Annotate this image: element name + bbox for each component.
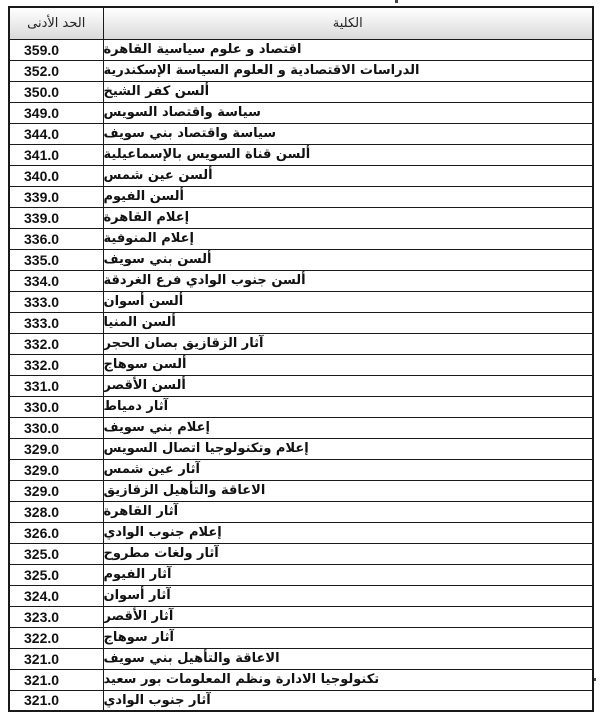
college-name-cell: [103, 228, 593, 249]
college-name: آثار الفيوم: [103, 567, 172, 582]
college-name: ألسن قناة السويس بالإسماعيلية: [103, 147, 311, 162]
college-name-cell: [103, 396, 593, 417]
table-row: [9, 564, 593, 585]
min-score-cell: 326.0: [9, 522, 103, 543]
min-score-cell: 329.0: [9, 459, 103, 480]
min-score-cell: 329.0: [9, 438, 103, 459]
college-name: ألسن بني سويف: [103, 252, 212, 267]
min-score-cell: 332.0: [9, 354, 103, 375]
college-name: سياسة واقتصاد بني سويف: [103, 126, 277, 141]
table-row: [9, 522, 593, 543]
table-row: [9, 417, 593, 438]
min-score-cell: 334.0: [9, 270, 103, 291]
min-score-cell: 322.0: [9, 627, 103, 648]
table-row: [9, 690, 593, 711]
college-name: ألسن المنيا: [103, 315, 176, 330]
college-name: آثار الأقصر: [103, 609, 174, 624]
college-name: إعلام جنوب الوادي: [103, 525, 222, 540]
min-score-cell: 332.0: [9, 333, 103, 354]
table-row: [9, 312, 593, 333]
table-row: [9, 39, 593, 60]
min-score-cell: 340.0: [9, 165, 103, 186]
min-score-cell: 341.0: [9, 144, 103, 165]
college-name: الدراسات الاقتصادية و العلوم السياسة الإسكندرية: [103, 63, 420, 78]
table-row: [9, 81, 593, 102]
min-score-cell: 333.0: [9, 312, 103, 333]
college-name: آثار الزقازيق بصان الحجر: [103, 336, 264, 351]
table-row: [9, 585, 593, 606]
college-name: ألسن سوهاج: [103, 357, 187, 372]
college-name: آثار ولغات مطروح: [103, 546, 219, 561]
table-row: [9, 123, 593, 144]
admission-scores-table: [8, 6, 594, 712]
college-name: ألسن عين شمس: [103, 168, 213, 183]
college-name-cell: [103, 249, 593, 270]
college-name-cell: [103, 438, 593, 459]
table-row: [9, 438, 593, 459]
min-score-cell: 333.0: [9, 291, 103, 312]
min-score-cell: 325.0: [9, 564, 103, 585]
college-name-cell: [103, 102, 593, 123]
college-name: ألسن كفر الشيخ: [103, 84, 210, 99]
college-name-cell: [103, 333, 593, 354]
college-name-cell: [103, 690, 593, 711]
table-row: [9, 396, 593, 417]
table-row: [9, 102, 593, 123]
table-row: [9, 375, 593, 396]
college-name: إعلام بني سويف: [103, 420, 210, 435]
college-name-cell: [103, 459, 593, 480]
college-name-cell: [103, 606, 593, 627]
college-name: الاعاقة والتأهيل بني سويف: [103, 651, 280, 666]
table-row: [9, 459, 593, 480]
header-college: الكلية: [103, 7, 593, 39]
table-row: [9, 165, 593, 186]
college-name-cell: [103, 354, 593, 375]
college-name: تكنولوجيا الادارة ونظم المعلومات بور سعيد: [103, 672, 380, 687]
college-name-cell: [103, 522, 593, 543]
table-row: [9, 480, 593, 501]
college-name-cell: [103, 39, 593, 60]
college-name: آثار دمياط: [103, 399, 169, 414]
min-score-cell: 325.0: [9, 543, 103, 564]
table-row: [9, 144, 593, 165]
college-name: سياسة واقتصاد السويس: [103, 105, 261, 120]
table-row: [9, 186, 593, 207]
min-score-cell: 321.0: [9, 669, 103, 690]
min-score-cell: 344.0: [9, 123, 103, 144]
college-name-cell: [103, 291, 593, 312]
min-score-cell: 335.0: [9, 249, 103, 270]
table-row: [9, 60, 593, 81]
min-score-cell: 330.0: [9, 417, 103, 438]
college-name: آثار القاهرة: [103, 504, 179, 519]
college-name: آثار جنوب الوادي: [103, 692, 211, 708]
college-name: آثار سوهاج: [103, 630, 174, 645]
table-row: [9, 207, 593, 228]
min-score-cell: 323.0: [9, 606, 103, 627]
college-name-cell: [103, 186, 593, 207]
min-score-cell: 329.0: [9, 480, 103, 501]
scan-mark: [395, 0, 398, 3]
table-row: [9, 228, 593, 249]
college-name-cell: [103, 543, 593, 564]
college-name-cell: [103, 270, 593, 291]
college-name: اقتصاد و علوم سياسية القاهرة: [103, 42, 302, 57]
min-score-cell: 321.0: [9, 690, 103, 711]
college-name: آثار أسوان: [103, 588, 171, 603]
table-row: [9, 543, 593, 564]
college-name: إعلام القاهرة: [103, 210, 190, 225]
min-score-cell: 321.0: [9, 648, 103, 669]
table-row: [9, 249, 593, 270]
min-score-cell: 328.0: [9, 501, 103, 522]
college-name-cell: [103, 480, 593, 501]
min-score-cell: 359.0: [9, 39, 103, 60]
min-score-cell: 349.0: [9, 102, 103, 123]
min-score-cell: 324.0: [9, 585, 103, 606]
college-name: الاعاقة والتأهيل الزقازيق: [103, 483, 266, 498]
college-name-cell: [103, 165, 593, 186]
min-score-cell: 336.0: [9, 228, 103, 249]
header-min-score: الحد الأدنى: [9, 7, 103, 39]
college-name-cell: [103, 60, 593, 81]
college-name-cell: [103, 312, 593, 333]
college-name-cell: [103, 585, 593, 606]
college-name-cell: [103, 648, 593, 669]
table-row: [9, 648, 593, 669]
table-row: [9, 501, 593, 522]
table-row: [9, 606, 593, 627]
table-row: [9, 333, 593, 354]
table-row: [9, 270, 593, 291]
table-row: [9, 627, 593, 648]
table-row: [9, 669, 593, 690]
college-name-cell: [103, 564, 593, 585]
college-name-cell: [103, 669, 593, 690]
table-row: [9, 291, 593, 312]
college-name-cell: [103, 81, 593, 102]
min-score-cell: 350.0: [9, 81, 103, 102]
college-name-cell: [103, 123, 593, 144]
college-name-cell: [103, 375, 593, 396]
college-name-cell: [103, 417, 593, 438]
table-body: [9, 39, 593, 711]
college-name: ألسن الأقصر: [103, 378, 186, 393]
college-name-cell: [103, 207, 593, 228]
college-name: آثار عين شمس: [103, 462, 201, 477]
college-name: ألسن الفيوم: [103, 189, 184, 204]
college-name: إعلام وتكنولوجيا اتصال السويس: [103, 441, 309, 456]
table-row: [9, 354, 593, 375]
college-name: ألسن أسوان: [103, 294, 184, 309]
college-name-cell: [103, 627, 593, 648]
college-name: إعلام المنوفية: [103, 231, 194, 246]
college-name-cell: [103, 501, 593, 522]
min-score-cell: 330.0: [9, 396, 103, 417]
min-score-cell: 339.0: [9, 186, 103, 207]
min-score-cell: 339.0: [9, 207, 103, 228]
min-score-cell: 352.0: [9, 60, 103, 81]
table-header-row: [9, 7, 593, 39]
college-name-cell: [103, 144, 593, 165]
min-score-cell: 331.0: [9, 375, 103, 396]
college-name: ألسن جنوب الوادي فرع الغردقة: [103, 273, 306, 288]
